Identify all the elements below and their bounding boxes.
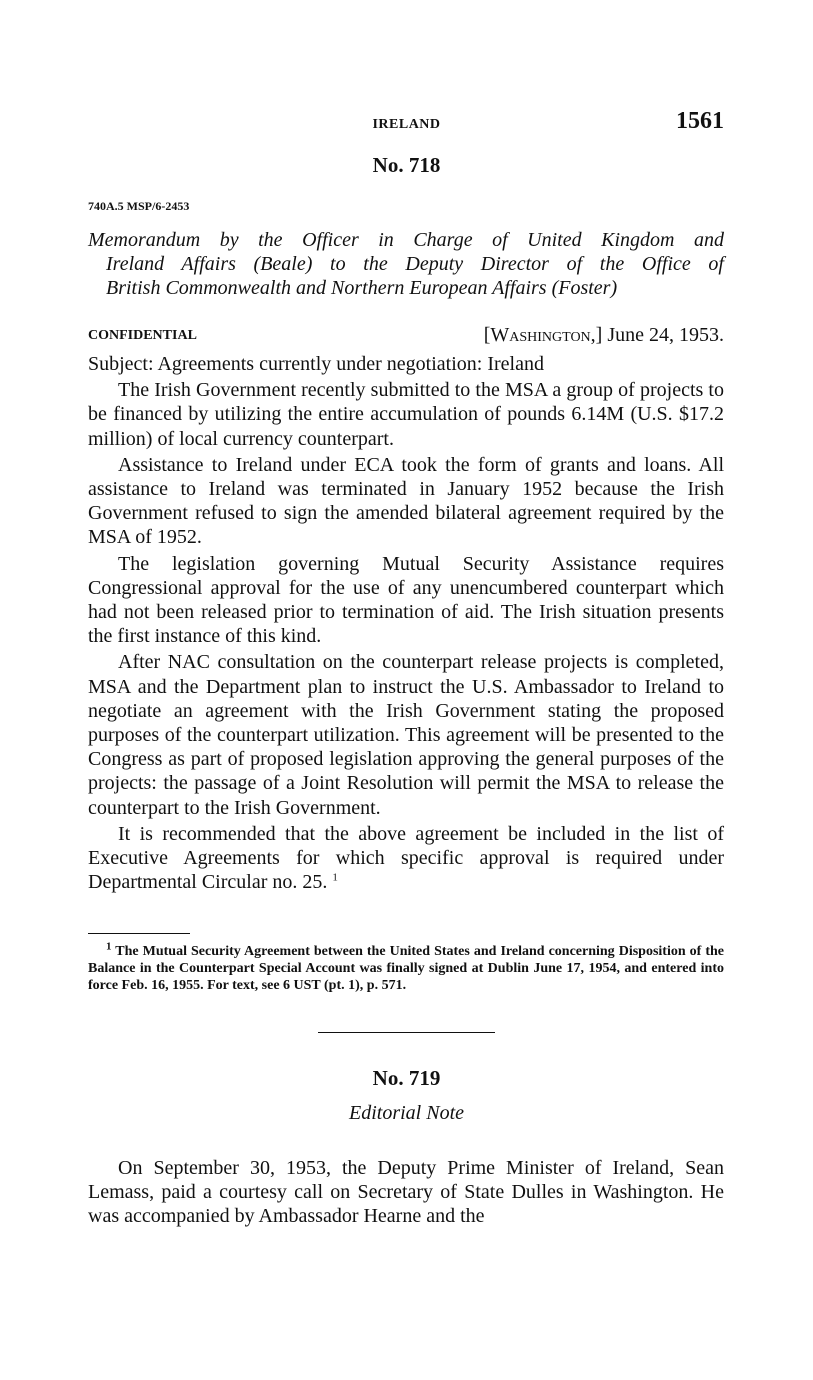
footnote-marker: 1	[106, 940, 112, 953]
section-divider	[318, 1032, 495, 1033]
footnote	[88, 940, 725, 994]
title-line-3: British Commonwealth and Northern European Affairs (Foster)	[106, 277, 618, 299]
page-number: 1561	[676, 108, 724, 134]
running-head: IRELAND	[372, 117, 441, 132]
memo-body	[88, 352, 724, 894]
dateline-place: [Washington,]	[483, 324, 603, 346]
editorial-note-body	[88, 1156, 724, 1229]
title-line-1: Memorandum by the Officer in Charge of United Kingdom and	[88, 229, 724, 251]
body-paragraph-2: Assistance to Ireland under ECA took the form of grants and loans. All assistance to Ireland was terminated in January 1952 because the Irish Government refused to sign the amended bilateral agreement required by the MSA of 1952.	[88, 453, 724, 549]
footnote-reference: 1	[332, 871, 338, 884]
document-number-718: No. 718	[372, 153, 441, 177]
footnote-text: The Mutual Security Agreement between the United States and Ireland concerning Disposition of the Balance in the Counterpart Special Account was finally signed at Dublin June 17, 1954, and entered into force Feb. 16, 1955. For text, see 6 UST (pt. 1), p. 571.	[88, 944, 725, 993]
memorandum-title	[88, 228, 724, 300]
editorial-paragraph: On September 30, 1953, the Deputy Prime Minister of Ireland, Sean Lemass, paid a courtesy call on Secretary of State Dulles in Washington. He was accompanied by Ambassador Hearne and the	[88, 1157, 724, 1228]
body-paragraph-1: The Irish Government recently submitted to the MSA a group of projects to be financed by utilizing the entire accumulation of pounds 6.14M (U.S. $17.2 million) of local currency counterpart.	[88, 379, 724, 450]
title-line-2: Ireland Affairs (Beale) to the Deputy Director of the Office of	[106, 253, 724, 275]
body-paragraph-5-text: It is recommended that the above agreement be included in the list of Executive Agreements for which specific approval is required under Departmental Circular no. 25.	[88, 822, 724, 894]
body-paragraph-5	[88, 822, 724, 895]
dateline	[430, 324, 724, 347]
editorial-note-title: Editorial Note	[349, 1102, 464, 1124]
file-reference: 740A.5 MSP/6-2453	[88, 199, 190, 213]
body-paragraph-4: After NAC consultation on the counterpart release projects is completed, MSA and the Department plan to instruct the U.S. Ambassador to Ireland to negotiate an agreement with the Irish Government stating the proposed purposes of the counterpart utilization. This agreement will be presented to the Congress as part of proposed legislation approving the general purposes of the projects: the passage of a Joint Resolution will permit the MSA to release the counterpart to the Irish Government.	[88, 651, 724, 819]
classification-label: CONFIDENTIAL	[88, 328, 197, 343]
dateline-date: June 24, 1953.	[607, 324, 724, 346]
subject-line: Subject: Agreements currently under negotiation: Ireland	[88, 353, 544, 375]
body-paragraph-3: The legislation governing Mutual Security Assistance requires Congressional approval for the use of any unencumbered counterpart which had not been released prior to termination of aid. The Irish situation presents the first instance of this kind.	[88, 552, 724, 648]
footnote-divider	[88, 933, 190, 934]
document-number-719: No. 719	[372, 1066, 441, 1090]
